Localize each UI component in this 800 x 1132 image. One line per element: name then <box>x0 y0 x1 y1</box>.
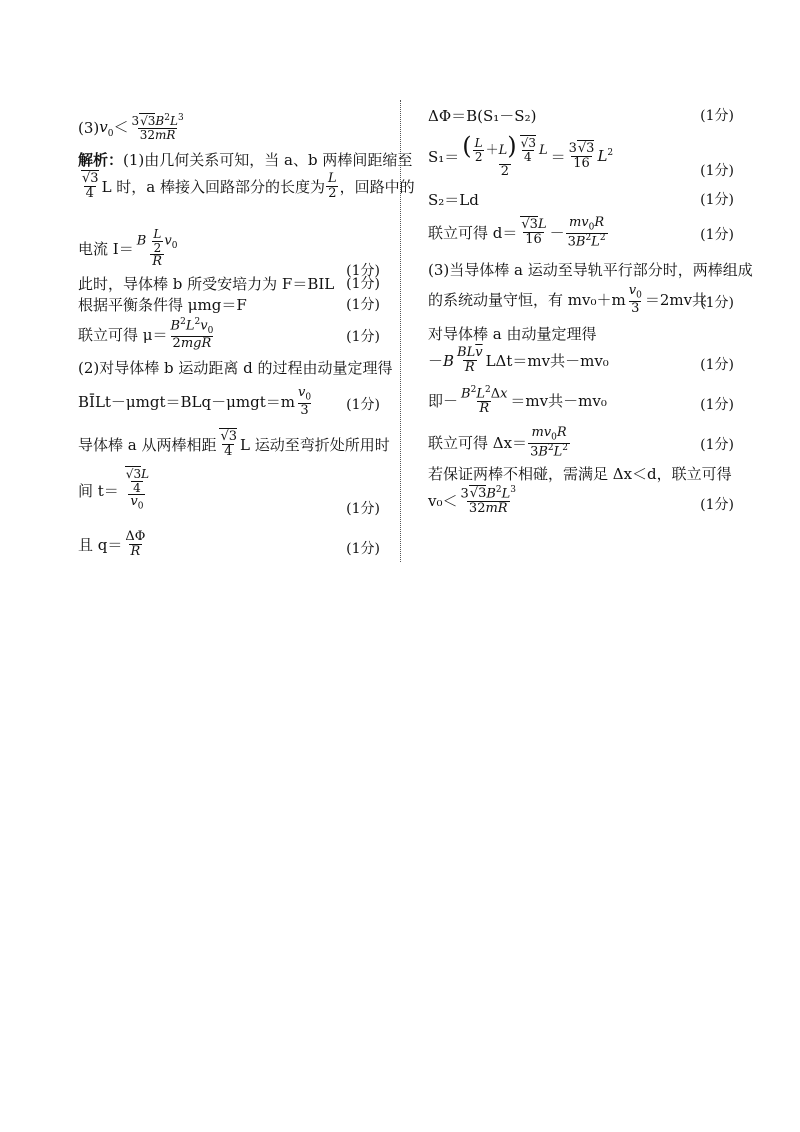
area-s2-line: S₂＝Ld (1分) <box>428 188 734 212</box>
score-label: (1分) <box>700 227 734 243</box>
ampere-force-line: 此时，导体棒 b 所受安培力为 F＝BIL (1分) <box>78 272 380 296</box>
column-divider <box>400 100 401 562</box>
solution-label: 解析： <box>78 151 124 169</box>
score-label: (1分) <box>346 276 380 292</box>
momentum-conservation-line: 的系统动量守恒，有 mv₀＋m $\frac{v_0}{3}$ ＝2mv共 (1分) <box>428 283 734 317</box>
answer-3-line: (3) $v_0<$ $\frac{3√3B^2L^3}{32mR}$ <box>78 113 184 142</box>
time-intro-line: 导体棒 a 从两棒相距 $\frac{√3}{4}$ L 运动至弯折处所用时 <box>78 429 390 459</box>
distance-line: $\frac{√3}{4}$ L 时，a 棒接入回路部分的长度为 $\frac{L}{2}$ ，回路中的 <box>82 171 415 201</box>
score-label: (1分) <box>346 397 380 413</box>
balance-line: 根据平衡条件得 μmg＝F (1分) <box>78 293 380 317</box>
final-bound-equation: v₀＜ $\frac{3√3B^2L^3}{32mR}$ (1分) <box>428 485 734 516</box>
part-3-line: (3)当导体棒 a 运动至导轨平行部分时，两棒组成 <box>428 261 753 279</box>
solution-intro-line: 解析：(1)由几何关系可知，当 a、b 两棒间距缩至 <box>78 151 413 169</box>
score-label: (1分) <box>700 108 734 124</box>
displacement-momentum-equation: 即－ $\frac{B^2L^2\Delta x}{R}$ ＝mv共－mv₀ (1分) <box>428 385 734 416</box>
score-label: (1分) <box>346 329 380 345</box>
momentum-equation: BĪLt－μmgt＝BLq－μmgt＝m $\frac{v_0}{3}$ (1分) <box>78 385 380 419</box>
score-label: (1分) <box>346 501 380 517</box>
time-equation: 间 t＝ $\frac{\frac{√3L}{4}}{v_0}$ (1分) <box>78 467 380 517</box>
score-label: (1分) <box>700 357 734 373</box>
score-label: (1分) <box>700 397 734 413</box>
v0-bound-fraction: $\frac{3√3B^2L^3}{32mR}$ <box>131 113 184 142</box>
delta-x-equation: 联立可得 Δx＝ $\frac{mv_0R}{3B^2L^2}$ (1分) <box>428 425 734 460</box>
score-label: (1分) <box>700 163 734 179</box>
mu-equation: 联立可得 μ＝ $\frac{B^2L^2v_0}{\text{2mgR}}$ (1分) <box>78 317 380 352</box>
score-label: (1分) <box>346 263 380 279</box>
item-label: (3) <box>78 118 100 137</box>
current-equation: 电流 I＝ B $\frac{L}{2}$ $v_0$ R (1分) <box>78 227 380 279</box>
score-label: (1分) <box>700 497 734 513</box>
flux-change-line: ΔΦ＝B(S₁－S₂) (1分) <box>428 104 734 128</box>
part-2-line: (2)对导体棒 b 运动距离 d 的过程由动量定理得 <box>78 359 393 377</box>
score-label: (1分) <box>700 192 734 208</box>
score-label: (1分) <box>700 295 734 311</box>
score-label: (1分) <box>346 297 380 313</box>
score-label: (1分) <box>346 541 380 557</box>
impulse-intro-line: 对导体棒 a 由动量定理得 <box>428 325 597 343</box>
distance-d-equation: 联立可得 d＝ $\frac{√3L}{16}$ － $\frac{mv_0R}{3B^2L^2}$ (1分) <box>428 215 734 250</box>
area-s1-equation: S₁＝ ( $\frac{L}{2}$ ＋L) $\frac{√3}{4}$ L 2 ＝ $\frac{3√3}{16}$ $L^2$ (1分) <box>428 132 734 179</box>
impulse-equation: －B $\frac{BL\overline{v}}{R}$ LΔt＝mv共－mv₀ (1分) <box>428 345 734 375</box>
score-label: (1分) <box>700 437 734 453</box>
charge-equation: 且 q＝ $\frac{\Delta\Phi}{R}$ (1分) <box>78 529 380 559</box>
no-collision-line: 若保证两棒不相碰，需满足 Δx＜d，联立可得 <box>428 465 732 483</box>
